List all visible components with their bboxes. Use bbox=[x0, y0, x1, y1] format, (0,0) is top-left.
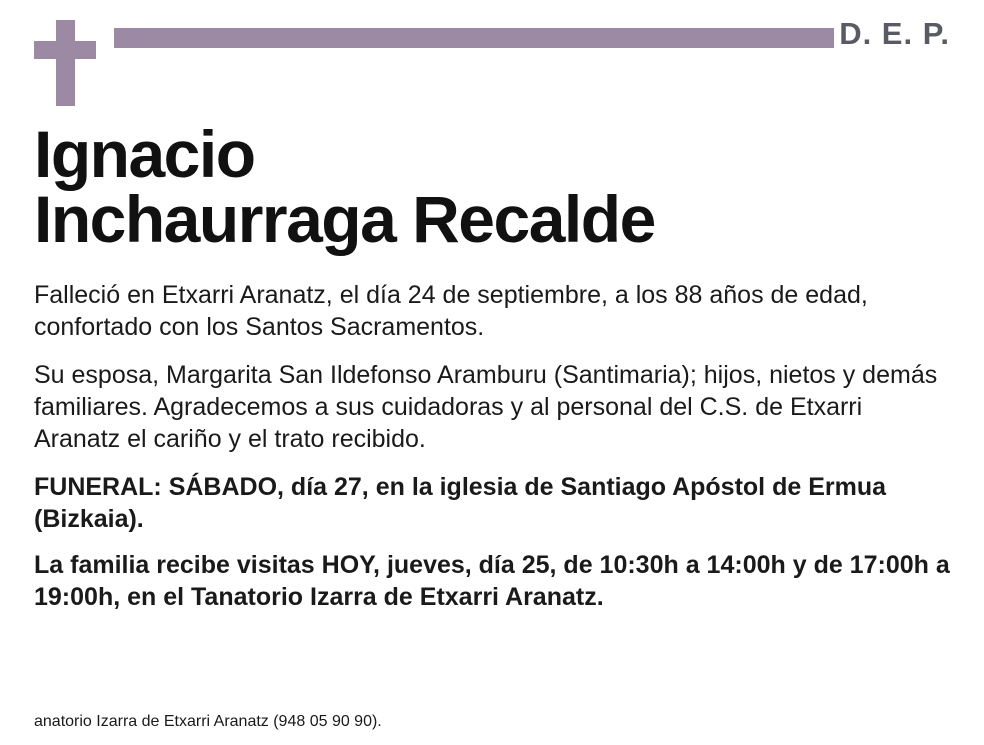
cross-vertical-bar bbox=[56, 20, 75, 106]
deceased-name bbox=[34, 117, 950, 257]
deceased-first-name: Ignacio bbox=[34, 117, 255, 191]
notice-paragraph-2: Su esposa, Margarita San Ildefonso Aramburu (Santimaria); hijos, nietos y demás familiares. Agradecemos a sus cuidadoras y al personal del C.S. de Etxarri Aranatz el cariño y el trato recibido. bbox=[34, 360, 938, 453]
notice-body bbox=[34, 279, 950, 613]
notice-header bbox=[34, 0, 950, 110]
funeral-details: FUNERAL: SÁBADO, día 27, en la iglesia de Santiago Apóstol de Ermua (Bizkaia). bbox=[34, 472, 887, 533]
header-rule bbox=[114, 28, 834, 48]
footnote-text: anatorio Izarra de Etxarri Aranatz (948 05 90 90). bbox=[34, 713, 382, 730]
dep-label: D. E. P. bbox=[839, 16, 950, 51]
cross-icon bbox=[34, 20, 96, 106]
cross-horizontal-bar bbox=[34, 41, 96, 59]
visiting-hours: La familia recibe visitas HOY, jueves, día 25, de 10:30h a 14:00h y de 17:00h a 19:00h, en el Tanatorio Izarra de Etxarri Aranatz. bbox=[34, 550, 950, 611]
notice-paragraph-1: Falleció en Etxarri Aranatz, el día 24 de septiembre, a los 88 años de edad, confortado con los Santos Sacramentos. bbox=[34, 280, 868, 341]
deceased-last-name: Inchaurraga Recalde bbox=[34, 182, 655, 257]
